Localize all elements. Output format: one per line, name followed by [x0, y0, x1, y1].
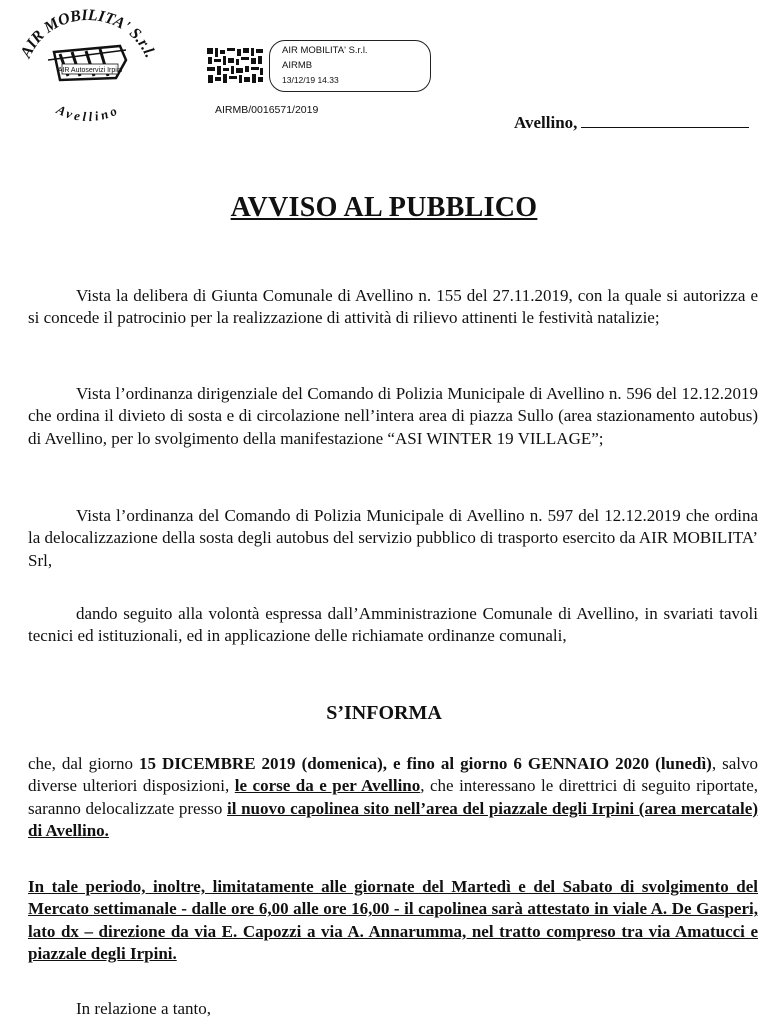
stamp-line-company: AIR MOBILITA' S.r.l.: [282, 45, 368, 56]
place-date-field: [514, 113, 749, 133]
logo-ring-text-top: AIR MOBILITA' S.r.l.: [17, 6, 159, 61]
paragraph-ordinanza-597: [28, 505, 758, 572]
paragraph-closing: [28, 998, 758, 1020]
paragraph-market-days: In tale periodo, inoltre, limitatamente alle giornate del Martedì e del Sabato di svolgimento del Mercato settimanale - dalle ore 6,00 alle ore 16,00 - il capolinea sarà attestato in viale A. De Gasperi, lato dx – direzione da via E. Capozzi a via A. Annarumma, nel tratto compreso tra via Amatucci e piazzale degli Irpini.: [28, 877, 758, 964]
place-label: Avellino,: [514, 113, 578, 132]
paragraph-amministrazione: [28, 603, 758, 648]
paragraph-delibera-text: Vista la delibera di Giunta Comunale di Avellino n. 155 del 27.11.2019, con la quale si autorizza e si concede il patrocinio per la realizzazione di attività di rilievo attinenti le festività natalizie;: [28, 286, 758, 328]
company-logo-stamp: [8, 0, 168, 140]
informa-routes: le corse da e per Avellino: [234, 776, 421, 796]
logo-inner-text: AIR Autoservizi Irpini: [57, 67, 123, 74]
paragraph-closing-text: In relazione a tanto,: [76, 999, 211, 1018]
informa-new-terminus: il nuovo capolinea sito nell’area del piazzale degli Irpini (area mercatale) di Avellino.: [28, 798, 758, 841]
stamp-line-datetime: 13/12/19 14.33: [282, 75, 339, 85]
paragraph-ordinanza-596: [28, 383, 758, 450]
paragraph-ordinanza-597-text: Vista l’ordinanza del Comando di Polizia Municipale di Avellino n. 597 del 12.12.2019 che ordina la delocalizzazione della sosta degli autobus del servizio pubblico di trasporto esercito da AIR MOBILITA’ Srl,: [28, 506, 758, 570]
protocol-number: AIRMB/0016571/2019: [215, 104, 319, 116]
protocol-stamp: [205, 40, 435, 120]
bus-emblem-icon: [48, 46, 126, 80]
svg-text:Avellino: [53, 101, 122, 124]
date-blank-line: [581, 113, 749, 128]
stamp-line-code: AIRMB: [282, 60, 313, 71]
paragraph-delibera: [28, 285, 758, 330]
protocol-stamp-box: [269, 40, 431, 92]
informa-text-5: , che interessano le direttrici di seguito riportate, saranno delocalizzate presso: [28, 776, 758, 818]
paragraph-ordinanza-596-text: Vista l’ordinanza dirigenziale del Comando di Polizia Municipale di Avellino n. 596 del 12.12.2019 che ordina il divieto di sosta e di circolazione nell’intera area di piazza Sullo (area stazionamento autobus) di Avellino, per lo svolgimento della manifestazione “ASI WINTER 19 VILLAGE”;: [28, 384, 758, 448]
logo-ring-text-bottom: Avellino: [54, 101, 122, 125]
page-title: AVVISO AL PUBBLICO: [230, 192, 538, 223]
informa-text-3: , salvo diverse ulteriori disposizioni,: [28, 754, 758, 796]
barcode-icon: [205, 46, 265, 86]
air-mobilita-logo: [8, 0, 168, 140]
section-title-informa: S’INFORMA: [326, 702, 442, 724]
informa-text-1: che, dal giorno: [28, 754, 140, 773]
informa-dates: 15 DICEMBRE 2019 (domenica), e fino al giorno 6 GENNAIO 2020 (lunedì): [139, 754, 712, 773]
paragraph-amministrazione-text: dando seguito alla volontà espressa dall’Amministrazione Comunale di Avellino, in svariati tavoli tecnici ed istituzionali, ed in applicazione delle richiamate ordinanze comunali,: [28, 604, 758, 646]
paragraph-informa: [28, 753, 758, 843]
